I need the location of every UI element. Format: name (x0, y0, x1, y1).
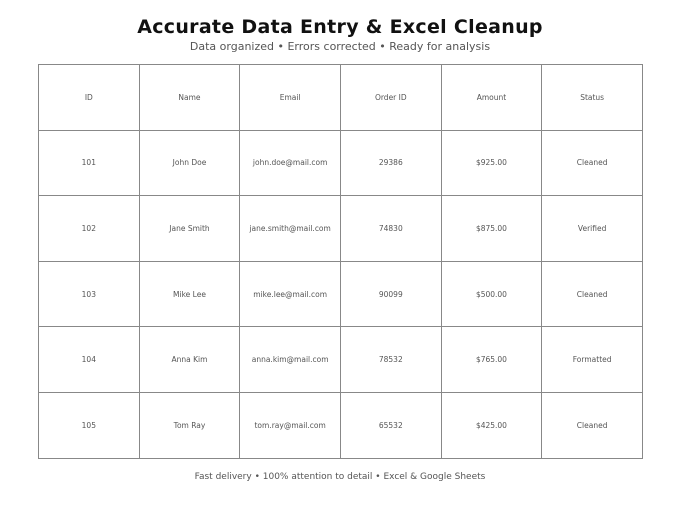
cell-status: Cleaned (542, 261, 643, 327)
cell-email: jane.smith@mail.com (240, 196, 341, 262)
cell-name: John Doe (139, 130, 240, 196)
cell-amount: $425.00 (441, 392, 542, 458)
cell-status: Formatted (542, 327, 643, 393)
table-row (39, 392, 643, 458)
cell-id: 105 (39, 392, 140, 458)
cell-email: mike.lee@mail.com (240, 261, 341, 327)
cell-amount: $765.00 (441, 327, 542, 393)
cell-order-id: 74830 (340, 196, 441, 262)
page-title: Accurate Data Entry & Excel Cleanup (137, 16, 543, 38)
column-header-amount: Amount (441, 65, 542, 131)
column-header-status: Status (542, 65, 643, 131)
cell-name: Tom Ray (139, 392, 240, 458)
table-row (39, 327, 643, 393)
cell-amount: $500.00 (441, 261, 542, 327)
cell-status: Verified (542, 196, 643, 262)
cell-status: Cleaned (542, 392, 643, 458)
cell-amount: $925.00 (441, 130, 542, 196)
cell-email: john.doe@mail.com (240, 130, 341, 196)
data-table (38, 64, 643, 459)
cell-id: 103 (39, 261, 140, 327)
page-subtitle: Data organized • Errors corrected • Ready for analysis (189, 40, 491, 53)
footer-tagline: Fast delivery • 100% attention to detail • Excel & Google Sheets (194, 472, 486, 482)
cell-name: Mike Lee (139, 261, 240, 327)
cell-id: 102 (39, 196, 140, 262)
table-row (39, 196, 643, 262)
cell-amount: $875.00 (441, 196, 542, 262)
column-header-name: Name (139, 65, 240, 131)
column-header-email: Email (240, 65, 341, 131)
column-header-id: ID (39, 65, 140, 131)
cell-order-id: 90099 (340, 261, 441, 327)
cell-email: tom.ray@mail.com (240, 392, 341, 458)
cell-id: 104 (39, 327, 140, 393)
cell-id: 101 (39, 130, 140, 196)
column-header-order-id: Order ID (340, 65, 441, 131)
cell-name: Jane Smith (139, 196, 240, 262)
table-row (39, 261, 643, 327)
cell-order-id: 65532 (340, 392, 441, 458)
cell-name: Anna Kim (139, 327, 240, 393)
table-header-row (39, 65, 643, 131)
cell-email: anna.kim@mail.com (240, 327, 341, 393)
cell-order-id: 29386 (340, 130, 441, 196)
cell-status: Cleaned (542, 130, 643, 196)
cell-order-id: 78532 (340, 327, 441, 393)
table-row (39, 130, 643, 196)
